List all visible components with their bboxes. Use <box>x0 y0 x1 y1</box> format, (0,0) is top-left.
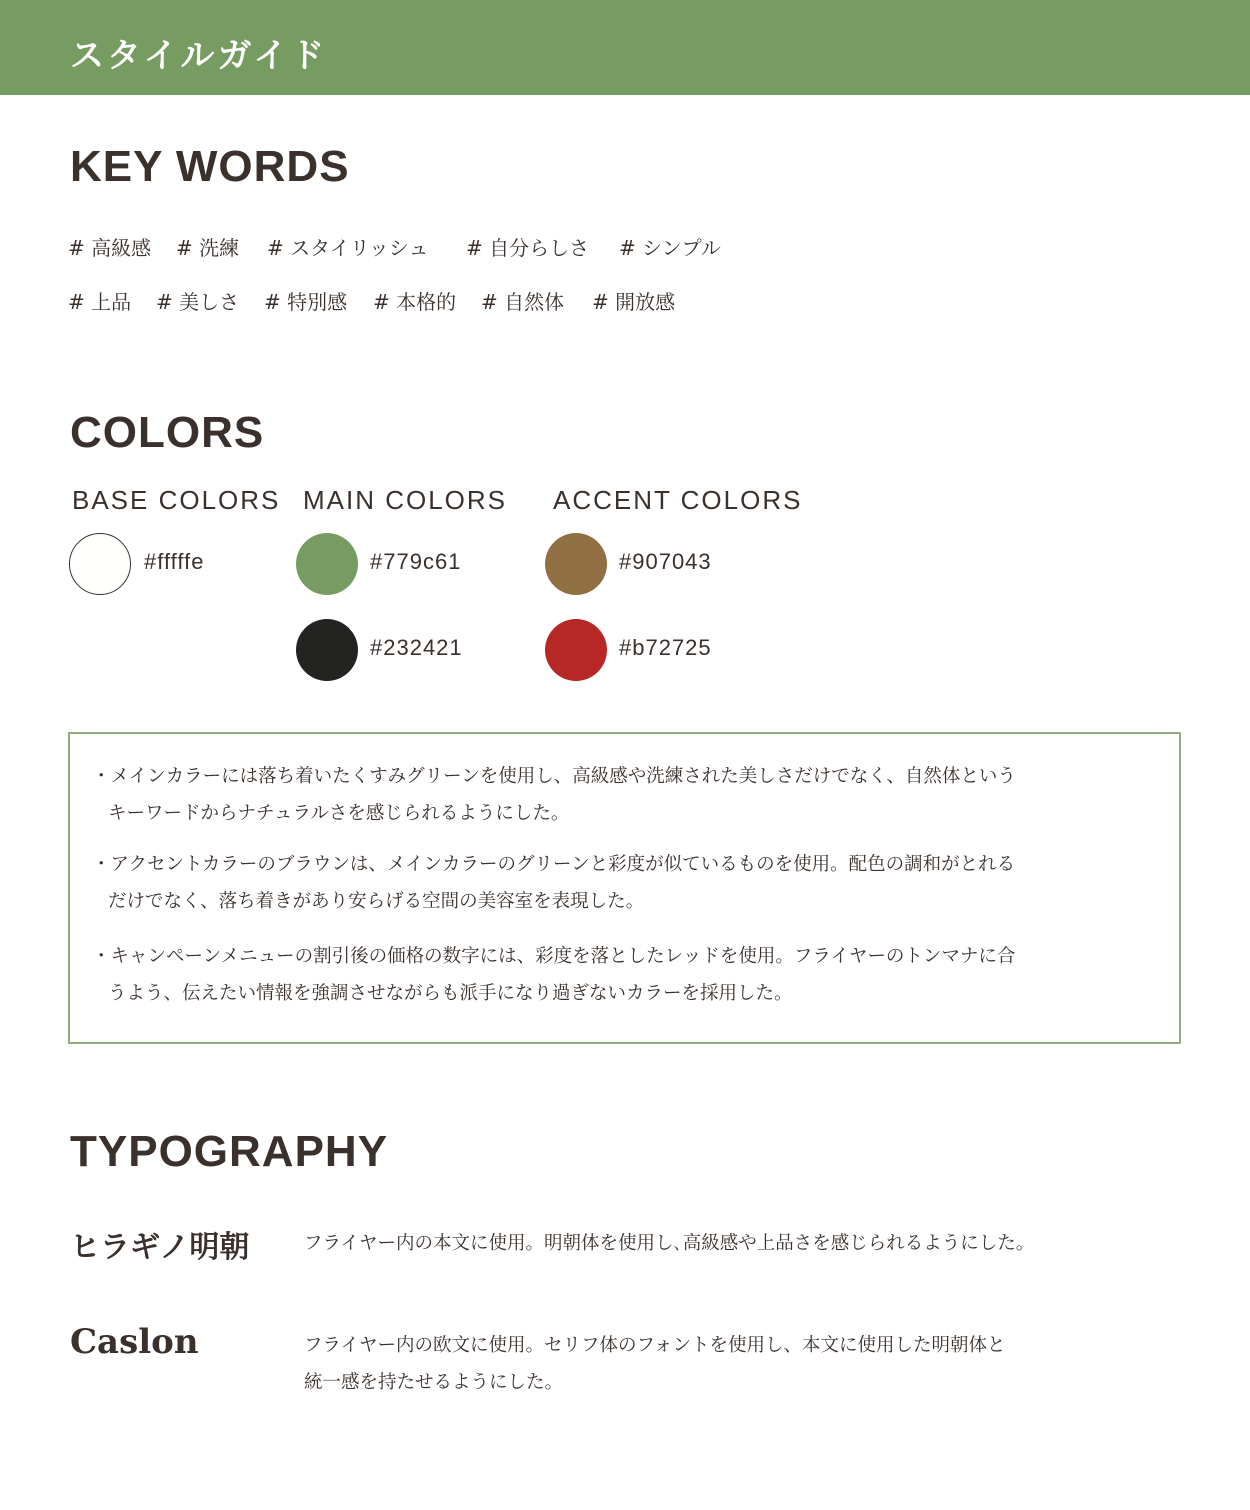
keyword-tag: # 特別感 <box>264 290 348 314</box>
main-color-hex-black: #232421 <box>370 635 463 660</box>
font-description-hiragino <box>304 1225 1034 1262</box>
note-line: ・メインカラーには落ち着いたくすみグリーンを使用し、高級感や洗練された美しさだけでなく、自然体という <box>92 766 1016 787</box>
keyword-tag: # 本格的 <box>373 290 457 314</box>
colors-heading: COLORS <box>70 408 265 457</box>
keywords-row-2 <box>68 286 675 315</box>
keyword-tag: # 自然体 <box>481 290 565 314</box>
base-color-swatch <box>69 533 131 595</box>
keywords-heading: KEY WORDS <box>70 142 350 191</box>
base-color-hex: #fffffe <box>144 549 205 574</box>
font-description-line: フライヤー内の欧文に使用。セリフ体のフォントを使用し、本文に使用した明朝体と <box>304 1335 1006 1356</box>
font-name-caslon: Caslon <box>70 1322 199 1362</box>
accent-color-hex-red: #b72725 <box>619 635 712 660</box>
color-notes-box <box>68 732 1181 1044</box>
color-note <box>92 846 1152 920</box>
keyword-tag: # 上品 <box>68 290 132 314</box>
accent-color-swatch-red <box>545 619 607 681</box>
typography-heading: TYPOGRAPHY <box>70 1127 389 1176</box>
header-bar <box>0 0 1250 95</box>
main-color-swatch-green <box>296 533 358 595</box>
accent-color-swatch-brown <box>545 533 607 595</box>
note-line: キーワードからナチュラルさを感じられるようにした。 <box>108 803 570 824</box>
color-note <box>92 758 1152 832</box>
keyword-tag: # 高級感 <box>68 236 152 260</box>
font-description-line: フライヤー内の本文に使用。明朝体を使用し､高級感や上品さを感じられるようにした。 <box>304 1233 1035 1254</box>
note-line: ・キャンペーンメニューの割引後の価格の数字には、彩度を落としたレッドを使用。フライヤーのトンマナに合 <box>92 946 1016 967</box>
color-note <box>92 938 1152 1012</box>
keywords-row-1 <box>68 232 721 261</box>
font-name-hiragino: ヒラギノ明朝 <box>70 1230 250 1265</box>
keyword-tag: # 美しさ <box>156 290 240 314</box>
note-line: うよう、伝えたい情報を強調させながらも派手になり過ぎないカラーを採用した。 <box>108 983 793 1004</box>
keyword-tag: # シンプル <box>619 236 721 260</box>
keyword-tag: # 自分らしさ <box>466 236 590 260</box>
main-color-hex-green: #779c61 <box>370 549 462 574</box>
keyword-tag: # スタイリッシュ <box>267 236 429 260</box>
note-line: ・アクセントカラーのブラウンは、メインカラーのグリーンと彩度が似ているものを使用。配色の調和がとれる <box>92 854 1016 875</box>
page-title: スタイルガイド <box>70 36 328 76</box>
base-colors-heading: BASE COLORS <box>72 485 281 515</box>
keyword-tag: # 洗練 <box>176 236 240 260</box>
font-description-line: 統一感を持たせるようにした。 <box>304 1372 564 1393</box>
keyword-tag: # 開放感 <box>592 290 676 314</box>
main-color-swatch-black <box>296 619 358 681</box>
accent-colors-heading: ACCENT COLORS <box>553 485 803 515</box>
main-colors-heading: MAIN COLORS <box>303 485 508 515</box>
note-line: だけでなく、落ち着きがあり安らげる空間の美容室を表現した。 <box>108 891 645 912</box>
font-description-caslon <box>304 1327 1006 1401</box>
accent-color-hex-brown: #907043 <box>619 549 712 574</box>
